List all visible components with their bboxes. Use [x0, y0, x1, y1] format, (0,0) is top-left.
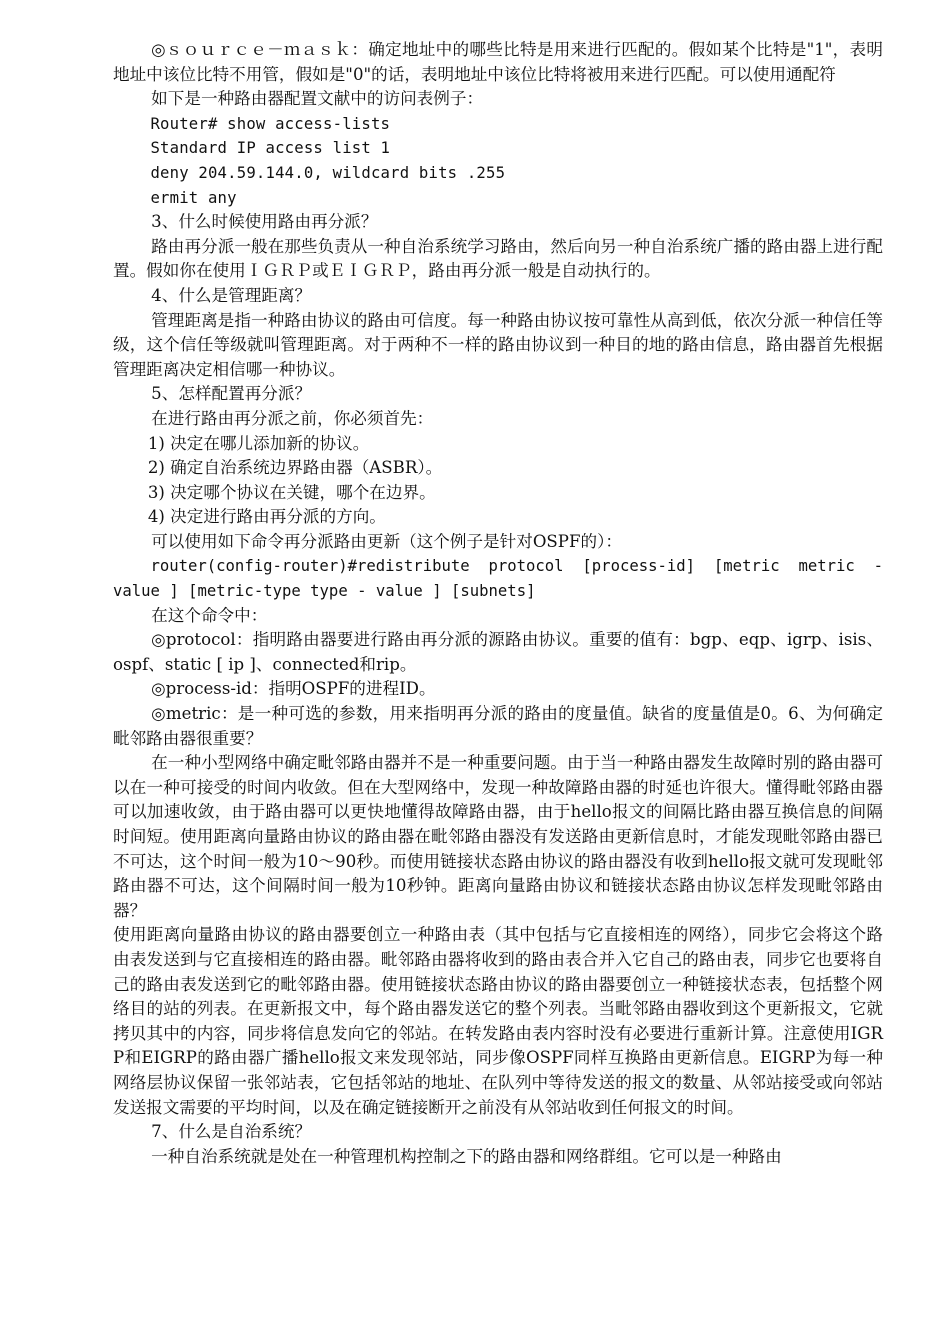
list-item-3: 3) 决定哪个协议在关键，哪个在边界。 [147, 482, 436, 502]
code-redistribute-command: router(config-router)#redistribute protocol [process-id] [metric metric - value ] [metric-type type - value ] [subnets] [113, 557, 883, 601]
paragraph-in-this-command: 在这个命令中： [151, 605, 268, 625]
heading-q7-autonomous-system: 7、什么是自治系统？ [151, 1122, 312, 1142]
paragraph-acl-example-intro: 如下是一种路由器配置文献中的访问表例子： [151, 89, 484, 109]
code-line-permit-any: ermit any [150, 188, 237, 207]
paragraph-redistribution-answer: 路由再分派一般在那些负责从一种自治系统学习路由，然后向另一种自治系统广播的路由器上进行配置。假如你在使用ＩＧＲＰ或ＥＩＧＲＰ，路由再分派一般是自动执行的。 [113, 236, 883, 281]
paragraph-neighbor-importance: 在一种小型网络中确定毗邻路由器并不是一种重要问题。由于当一种路由器发生故障时别的路由器可以在一种可接受的时间内收敛。但在大型网络中，发现一种故障路由器的时延也许很大。懂得毗邻路由器可以加速收敛，由于路由器可以更快地懂得故障路由器，由于hello报文的间隔比路由器互换信息的间隔时间短。使用距离向量路由协议的路由器在毗邻路由器没有发送路由更新信息时，才能发现毗邻路由器已不可达，这个时间一般为10～90秒。而使用链接状态路由协议的路由器没有收到hello报文就可发现毗邻路由器不可达，这个间隔时间一般为10秒钟。距离向量路由协议和链接状态路由协议怎样发现毗邻路由器？ [113, 753, 883, 920]
heading-q4-admin-distance: 4、什么是管理距离？ [151, 285, 312, 305]
paragraph-command-intro: 可以使用如下命令再分派路由更新（这个例子是针对OSPF的）： [151, 531, 622, 551]
list-item-2: 2) 确定自治系统边界路由器（ASBR）。 [147, 458, 443, 478]
paragraph-admin-distance-answer: 管理距离是指一种路由协议的路由可信度。每一种路由协议按可靠性从高到低，依次分派一种信任等级，这个信任等级就叫管理距离。对于两种不一样的路由协议到一种目的地的路由信息，路由器首先根据管理距离决定相信哪一种协议。 [113, 310, 883, 379]
paragraph-autonomous-system: 一种自治系统就是处在一种管理机构控制之下的路由器和网络群组。它可以是一种路由 [151, 1146, 782, 1166]
paragraph-protocol-param: ◎protocol：指明路由器要进行路由再分派的源路由协议。重要的值有：bgp、eqp、igrp、isis、ospf、static [ ip ]、connected和rip。 [113, 630, 883, 674]
heading-q3-redistribution-when: 3、什么时候使用路由再分派？ [151, 212, 378, 232]
paragraph-neighbor-discovery: 使用距离向量路由协议的路由器要创立一种路由表（其中包括与它直接相连的网络），同步它会将这个路由表发送到与它直接相连的路由器。毗邻路由器将收到的路由表合并入它自己的路由表，同步它也要将自己的路由表发送到它的毗邻路由器。使用链接状态路由协议的路由器要创立一种链接状态表，包括整个网络目的站的列表。在更新报文中，每个路由器发送它的整个列表。当毗邻路由器收到这个更新报文，它就拷贝其中的内容，同步将信息发向它的邻站。在转发路由表内容时没有必要进行重新计算。注意使用IGRP和EIGRP的路由器广播hello报文来发现邻站，同步像OSPF同样互换路由更新信息。EIGRP为每一种网络层协议保留一张邻站表，它包括邻站的地址、在队列中等待发送的报文的数量、从邻站接受或向邻站发送报文需要的平均时间，以及在确定链接断开之前没有从邻站收到任何报文的时间。 [113, 925, 883, 1117]
code-line-show-access-lists: Router# show access-lists [150, 114, 391, 133]
code-line-deny: deny 204.59.144.0, wildcard bits .255 [150, 163, 506, 182]
list-item-1: 1) 决定在哪儿添加新的协议。 [147, 433, 370, 453]
list-item-4: 4) 决定进行路由再分派的方向。 [147, 507, 386, 527]
paragraph-process-id-param: ◎process-id：指明OSPF的进程ID。 [151, 679, 436, 699]
paragraph-before-redistribution: 在进行路由再分派之前，你必须首先： [151, 408, 434, 428]
code-line-standard-ip-access-list: Standard IP access list 1 [150, 139, 391, 158]
paragraph-metric-param: ◎metric：是一种可选的参数，用来指明再分派的路由的度量值。缺省的度量值是0。6、为何确定毗邻路由器很重要？ [113, 704, 883, 748]
document-page [113, 38, 883, 1169]
heading-q5-configure-redistribution: 5、怎样配置再分派？ [151, 384, 312, 404]
paragraph-source-mask: ◎ｓｏｕｒｃｅ－ｍａｓｋ：确定地址中的哪些比特是用来进行匹配的。假如某个比特是"1"，表明地址中该位比特不用管，假如是"0"的话，表明地址中该位比特将被用来进行匹配。可以使用通配符 [113, 40, 883, 84]
